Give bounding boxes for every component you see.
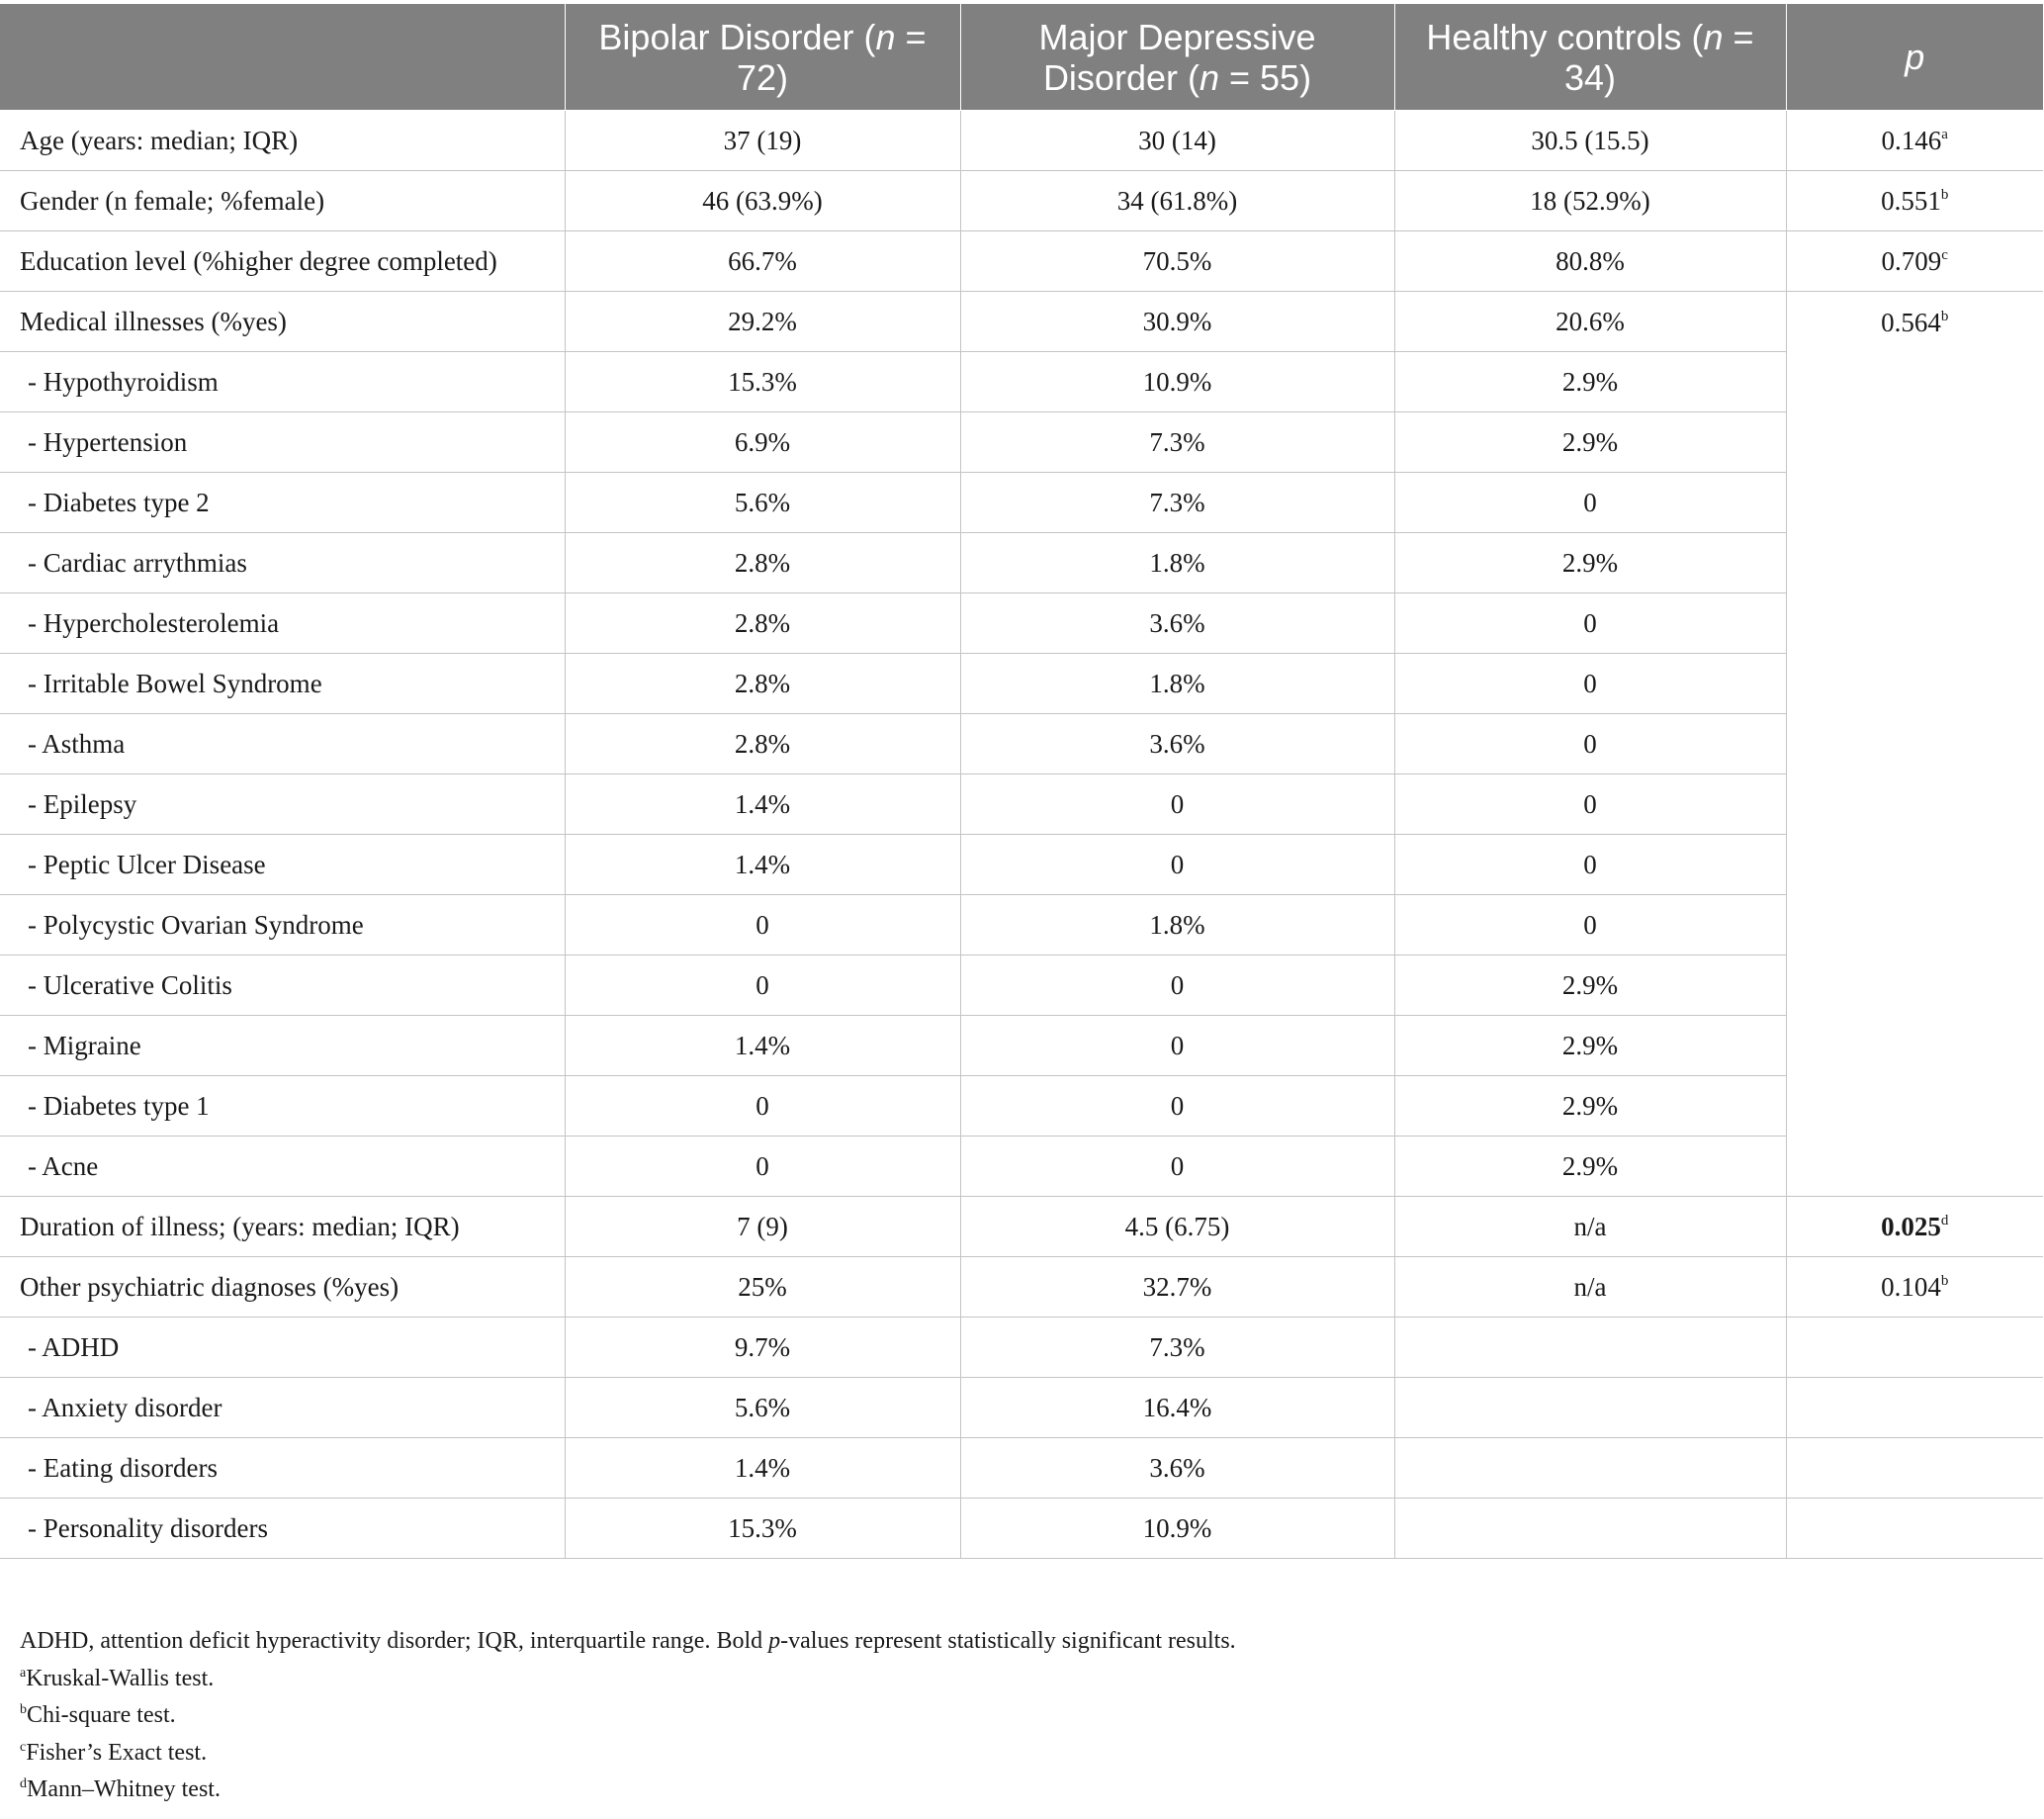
demographics-table [0,4,2043,1559]
hc-value [1394,1378,1786,1438]
mdd-value: 0 [960,1016,1394,1076]
mdd-value: 10.9% [960,352,1394,412]
row-label: - ADHD [0,1318,565,1378]
hc-value: n/a [1394,1257,1786,1318]
row-label: - Anxiety disorder [0,1378,565,1438]
p-value [1786,1499,2043,1559]
table-row [0,654,2043,714]
bd-value: 0 [565,1137,960,1197]
table-row [0,1318,2043,1378]
hc-value: 0 [1394,774,1786,835]
bd-value: 0 [565,1076,960,1137]
p-value: 0.564$^b$ [1786,292,2043,1197]
p-value: 0.709$^c$ [1786,231,2043,292]
row-label: - Epilepsy [0,774,565,835]
bd-value: 15.3% [565,352,960,412]
footnote-b: $^b$Chi-square test. [20,1702,176,1728]
row-label: - Hypothyroidism [0,352,565,412]
p-value [1786,1318,2043,1378]
row-label: - Hypercholesterolemia [0,593,565,654]
row-label: - Peptic Ulcer Disease [0,835,565,895]
row-label: Gender (n female; %female) [0,171,565,231]
hc-value [1394,1499,1786,1559]
footnote-c: $^c$Fisher’s Exact test. [20,1739,208,1766]
hc-value: 0 [1394,714,1786,774]
mdd-value: 70.5% [960,231,1394,292]
bd-value: 2.8% [565,533,960,593]
p-value: 0.551$^b$ [1786,171,2043,231]
mdd-value: 3.6% [960,714,1394,774]
table-wrapper [0,4,2044,1559]
hc-value: 0 [1394,473,1786,533]
p-value [1786,1438,2043,1499]
bd-value: 25% [565,1257,960,1318]
hc-value: 80.8% [1394,231,1786,292]
table-row [0,1137,2043,1197]
mdd-value: 1.8% [960,533,1394,593]
row-label: Medical illnesses (%yes) [0,292,565,352]
hc-value: 2.9% [1394,412,1786,473]
row-label: - Cardiac arrythmias [0,533,565,593]
table-row [0,1257,2043,1318]
row-label: Other psychiatric diagnoses (%yes) [0,1257,565,1318]
header-p-value: p [1786,4,2043,111]
bd-value: 29.2% [565,292,960,352]
table-row [0,1378,2043,1438]
table-row [0,1197,2043,1257]
hc-value: 0 [1394,835,1786,895]
row-label: - Hypertension [0,412,565,473]
mdd-value: 32.7% [960,1257,1394,1318]
p-value [1786,1378,2043,1438]
bd-value: 1.4% [565,774,960,835]
mdd-value: 34 (61.8%) [960,171,1394,231]
hc-value: 2.9% [1394,533,1786,593]
hc-value: 2.9% [1394,352,1786,412]
mdd-value: 1.8% [960,654,1394,714]
row-label: - Personality disorders [0,1499,565,1559]
hc-value: 0 [1394,895,1786,955]
row-label: - Diabetes type 1 [0,1076,565,1137]
mdd-value: 3.6% [960,593,1394,654]
row-label: Duration of illness; (years: median; IQR) [0,1197,565,1257]
table-row [0,1499,2043,1559]
bd-value: 15.3% [565,1499,960,1559]
mdd-value: 1.8% [960,895,1394,955]
hc-value: 2.9% [1394,955,1786,1016]
mdd-value: 4.5 (6.75) [960,1197,1394,1257]
hc-value: 2.9% [1394,1076,1786,1137]
table-row [0,895,2043,955]
header-mdd: Major Depressive Disorder (n = 55) [960,4,1394,111]
row-label: - Migraine [0,1016,565,1076]
mdd-value: 10.9% [960,1499,1394,1559]
hc-value [1394,1438,1786,1499]
bd-value: 46 (63.9%) [565,171,960,231]
table-row [0,1016,2043,1076]
footnote-a: $^a$Kruskal-Wallis test. [20,1665,215,1691]
header-bipolar: Bipolar Disorder (n = 72) [565,4,960,111]
hc-value: 20.6% [1394,292,1786,352]
hc-value [1394,1318,1786,1378]
mdd-value: 0 [960,1076,1394,1137]
hc-value: 0 [1394,654,1786,714]
table-row [0,774,2043,835]
row-label: Education level (%higher degree completed) [0,231,565,292]
hc-value: 2.9% [1394,1016,1786,1076]
table-row [0,111,2043,171]
table-row [0,1076,2043,1137]
table-row [0,292,2043,352]
row-label: - Irritable Bowel Syndrome [0,654,565,714]
bd-value: 5.6% [565,1378,960,1438]
bd-value: 1.4% [565,1438,960,1499]
mdd-value: 7.3% [960,412,1394,473]
abbreviations-note: ADHD, attention deficit hyperactivity disorder; IQR, interquartile range. Bold p-values represent statistically significant results. [20,1628,1236,1654]
hc-value: 0 [1394,593,1786,654]
bd-value: 9.7% [565,1318,960,1378]
hc-value: 2.9% [1394,1137,1786,1197]
table-row [0,955,2043,1016]
p-value-significant: 0.025$^d$ [1786,1197,2043,1257]
table-row [0,473,2043,533]
mdd-value: 0 [960,955,1394,1016]
mdd-value: 7.3% [960,1318,1394,1378]
mdd-value: 30 (14) [960,111,1394,171]
header-controls: Healthy controls (n = 34) [1394,4,1786,111]
mdd-value: 0 [960,774,1394,835]
bd-value: 6.9% [565,412,960,473]
mdd-value: 0 [960,1137,1394,1197]
bd-value: 1.4% [565,1016,960,1076]
bd-value: 2.8% [565,654,960,714]
table-row [0,352,2043,412]
mdd-value: 3.6% [960,1438,1394,1499]
header-row [0,4,2043,111]
hc-value: 18 (52.9%) [1394,171,1786,231]
table-row [0,171,2043,231]
table-row [0,1438,2043,1499]
table-row [0,714,2043,774]
footnote-d: $^d$Mann–Whitney test. [20,1776,221,1802]
bd-value: 7 (9) [565,1197,960,1257]
bd-value: 1.4% [565,835,960,895]
row-label: - Diabetes type 2 [0,473,565,533]
row-label: - Acne [0,1137,565,1197]
table-row [0,533,2043,593]
bd-value: 37 (19) [565,111,960,171]
table-row [0,231,2043,292]
table-row [0,412,2043,473]
mdd-value: 30.9% [960,292,1394,352]
bd-value: 2.8% [565,593,960,654]
mdd-value: 16.4% [960,1378,1394,1438]
table-footnotes [20,1623,1236,1809]
bd-value: 0 [565,955,960,1016]
header-empty [0,4,565,111]
bd-value: 0 [565,895,960,955]
row-label: - Eating disorders [0,1438,565,1499]
bd-value: 2.8% [565,714,960,774]
row-label: Age (years: median; IQR) [0,111,565,171]
row-label: - Ulcerative Colitis [0,955,565,1016]
row-label: - Asthma [0,714,565,774]
table-row [0,593,2043,654]
bd-value: 5.6% [565,473,960,533]
bd-value: 66.7% [565,231,960,292]
row-label: - Polycystic Ovarian Syndrome [0,895,565,955]
hc-value: 30.5 (15.5) [1394,111,1786,171]
table-row [0,835,2043,895]
p-value: 0.104$^b$ [1786,1257,2043,1318]
mdd-value: 7.3% [960,473,1394,533]
mdd-value: 0 [960,835,1394,895]
p-value: 0.146$^a$ [1786,111,2043,171]
hc-value: n/a [1394,1197,1786,1257]
